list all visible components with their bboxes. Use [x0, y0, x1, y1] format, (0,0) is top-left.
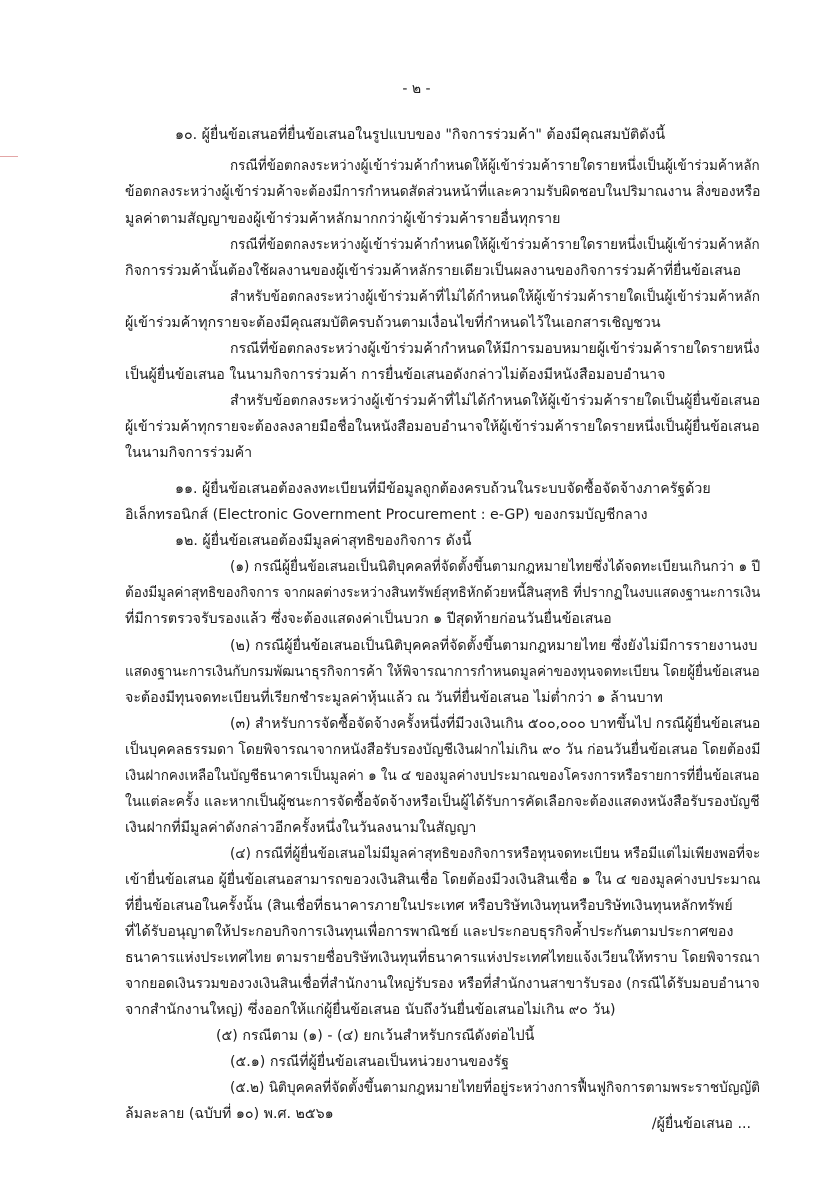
paragraph-line: ผู้เข้าร่วมค้าทุกรายจะต้องลงลายมือชื่อในหนังสือมอบอำนาจให้ผู้เข้าร่วมค้ารายใดรายหนึ่งเป็นผู้ยื่นข้อเสนอ — [125, 419, 760, 435]
item-line: ที่ได้รับอนุญาตให้ประกอบกิจการเงินทุนเพื่อการพาณิชย์ และประกอบธุรกิจค้ำประกันตามประกาศของ — [125, 924, 734, 940]
item-line: (๑) กรณีผู้ยื่นข้อเสนอเป็นนิติบุคคลที่จัดตั้งขึ้นตามกฎหมายไทยซึ่งได้จดทะเบียนเกินกว่า ๑ ปี — [230, 559, 761, 575]
section-10-title: ๑๐. ผู้ยื่นข้อเสนอที่ยื่นข้อเสนอในรูปแบบของ "กิจการร่วมค้า" ต้องมีคุณสมบัติดังนี้ — [175, 127, 666, 143]
section-11-line: ๑๑. ผู้ยื่นข้อเสนอต้องลงทะเบียนที่มีข้อมูลถูกต้องครบถ้วนในระบบจัดซื้อจัดจ้างภาครัฐด้วย — [175, 481, 711, 497]
paragraph-line: สำหรับข้อตกลงระหว่างผู้เข้าร่วมค้าที่ไม่ได้กำหนดให้ผู้เข้าร่วมค้ารายใดเป็นผู้ยื่นข้อเสนอ — [230, 393, 761, 409]
item-line: (๒) กรณีผู้ยื่นข้อเสนอเป็นนิติบุคคลที่จัดตั้งขึ้นตามกฎหมายไทย ซึ่งยังไม่มีการรายงานงบ — [230, 638, 758, 654]
paragraph-line: กรณีที่ข้อตกลงระหว่างผู้เข้าร่วมค้ากำหนดให้มีการมอบหมายผู้เข้าร่วมค้ารายใดรายหนึ่ง — [230, 341, 760, 357]
item-line: ที่มีการตรวจรับรองแล้ว ซึ่งจะต้องแสดงค่าเป็นบวก ๑ ปีสุดท้ายก่อนวันยื่นข้อเสนอ — [125, 611, 612, 627]
item-line: แสดงฐานะการเงินกับกรมพัฒนาธุรกิจการค้า ให้พิจารณาการกำหนดมูลค่าของทุนจดทะเบียน โดยผู้ยื่นข้อเสนอ — [125, 664, 760, 680]
item-line: เข้ายื่นข้อเสนอ ผู้ยื่นข้อเสนอสามารถขอวงเงินสินเชื่อ โดยต้องมีวงเงินสินเชื่อ ๑ ใน ๔ ของมูลค่างบประมาณ — [125, 872, 761, 888]
paragraph-line: กรณีที่ข้อตกลงระหว่างผู้เข้าร่วมค้ากำหนดให้ผู้เข้าร่วมค้ารายใดรายหนึ่งเป็นผู้เข้าร่วมค้าหลัก — [230, 158, 760, 174]
item-line: จะต้องมีทุนจดทะเบียนที่เรียกชำระมูลค่าหุ้นแล้ว ณ วันที่ยื่นข้อเสนอ ไม่ต่ำกว่า ๑ ล้านบาท — [125, 690, 663, 706]
item-line: ที่ยื่นข้อเสนอในครั้งนั้น (สินเชื่อที่ธนาคารภายในประเทศ หรือบริษัทเงินทุนหรือบริษัทเงินทุนหลักทรัพย์ — [125, 898, 733, 914]
item-line: (๔) กรณีที่ผู้ยื่นข้อเสนอไม่มีมูลค่าสุทธิของกิจการหรือทุนจดทะเบียน หรือมีแต่ไม่เพียงพอที่จะ — [230, 846, 761, 862]
continuation-footer: /ผู้ยื่นข้อเสนอ ... — [651, 1116, 751, 1132]
page-number: - ๒ - — [402, 81, 431, 97]
item-line: เงินฝากที่มีมูลค่าดังกล่าวอีกครั้งหนึ่งในวันลงนามในสัญญา — [125, 820, 477, 836]
item-line: เป็นบุคคลธรรมดา โดยพิจารณาจากหนังสือรับรองบัญชีเงินฝากไม่เกิน ๙๐ วัน ก่อนวันยื่นข้อเสนอ โดยต้องมี — [125, 742, 761, 758]
margin-mark — [0, 156, 18, 157]
item-line: จากยอดเงินรวมของวงเงินสินเชื่อที่สำนักงานใหญ่รับรอง หรือที่สำนักงานสาขารับรอง (กรณีได้รับมอบอำนาจ — [125, 976, 760, 992]
paragraph-line: สำหรับข้อตกลงระหว่างผู้เข้าร่วมค้าที่ไม่ได้กำหนดให้ผู้เข้าร่วมค้ารายใดเป็นผู้เข้าร่วมค้าหลัก — [230, 289, 760, 305]
item-line: (๕.๑) กรณีที่ผู้ยื่นข้อเสนอเป็นหน่วยงานของรัฐ — [230, 1054, 509, 1070]
paragraph-line: กิจการร่วมค้านั้นต้องใช้ผลงานของผู้เข้าร่วมค้าหลักรายเดียวเป็นผลงานของกิจการร่วมค้าที่ยื่นข้อเสนอ — [125, 263, 742, 279]
paragraph-line: ข้อตกลงระหว่างผู้เข้าร่วมค้าจะต้องมีการกำหนดสัดส่วนหน้าที่และความรับผิดชอบในปริมาณงาน สิ่งของหรือ — [125, 184, 761, 200]
item-line: (๕) กรณีตาม (๑) - (๔) ยกเว้นสำหรับกรณีดังต่อไปนี้ — [216, 1028, 535, 1044]
item-line: ในแต่ละครั้ง และหากเป็นผู้ชนะการจัดซื้อจัดจ้างหรือเป็นผู้ได้รับการคัดเลือกจะต้องแสดงหนังสือรับรองบัญชี — [125, 794, 760, 810]
paragraph-line: ในนามกิจการร่วมค้า — [125, 445, 253, 461]
item-line: ล้มละลาย (ฉบับที่ ๑๐) พ.ศ. ๒๕๖๑ — [125, 1106, 334, 1122]
item-line: (๓) สำหรับการจัดซื้อจัดจ้างครั้งหนึ่งที่มีวงเงินเกิน ๕๐๐,๐๐๐ บาทขึ้นไป กรณีผู้ยื่นข้อเสนอ — [230, 716, 761, 732]
paragraph-line: ผู้เข้าร่วมค้าทุกรายจะต้องมีคุณสมบัติครบถ้วนตามเงื่อนไขที่กำหนดไว้ในเอกสารเชิญชวน — [125, 315, 661, 331]
section-12-title: ๑๒. ผู้ยื่นข้อเสนอต้องมีมูลค่าสุทธิของกิจการ ดังนี้ — [175, 533, 472, 549]
item-line: จากสำนักงานใหญ่) ซึ่งออกให้แก่ผู้ยื่นข้อเสนอ นับถึงวันยื่นข้อเสนอไม่เกิน ๙๐ วัน) — [125, 1002, 616, 1018]
paragraph-line: มูลค่าตามสัญญาของผู้เข้าร่วมค้าหลักมากกว่าผู้เข้าร่วมค้ารายอื่นทุกราย — [125, 211, 561, 227]
item-line: ต้องมีมูลค่าสุทธิของกิจการ จากผลต่างระหว่างสินทรัพย์สุทธิหักด้วยหนี้สินสุทธิ ที่ปรากฏในงบแสดงฐานะการเงิน — [125, 585, 761, 601]
item-line: ธนาคารแห่งประเทศไทย ตามรายชื่อบริษัทเงินทุนที่ธนาคารแห่งประเทศไทยแจ้งเวียนให้ทราบ โดยพิจารณา — [125, 950, 760, 966]
paragraph-line: เป็นผู้ยื่นข้อเสนอ ในนามกิจการร่วมค้า การยื่นข้อเสนอดังกล่าวไม่ต้องมีหนังสือมอบอำนาจ — [125, 367, 666, 383]
item-line: เงินฝากคงเหลือในบัญชีธนาคารเป็นมูลค่า ๑ ใน ๔ ของมูลค่างบประมาณของโครงการหรือรายการที่ยื่นข้อเสนอ — [125, 768, 760, 784]
paragraph-line: กรณีที่ข้อตกลงระหว่างผู้เข้าร่วมค้ากำหนดให้ผู้เข้าร่วมค้ารายใดรายหนึ่งเป็นผู้เข้าร่วมค้าหลัก — [230, 237, 760, 253]
section-11-line: อิเล็กทรอนิกส์ (Electronic Government Procurement : e-GP) ของกรมบัญชีกลาง — [125, 507, 648, 523]
item-line: (๕.๒) นิติบุคคลที่จัดตั้งขึ้นตามกฎหมายไทยที่อยู่ระหว่างการฟื้นฟูกิจการตามพระราชบัญญัติ — [230, 1080, 761, 1096]
